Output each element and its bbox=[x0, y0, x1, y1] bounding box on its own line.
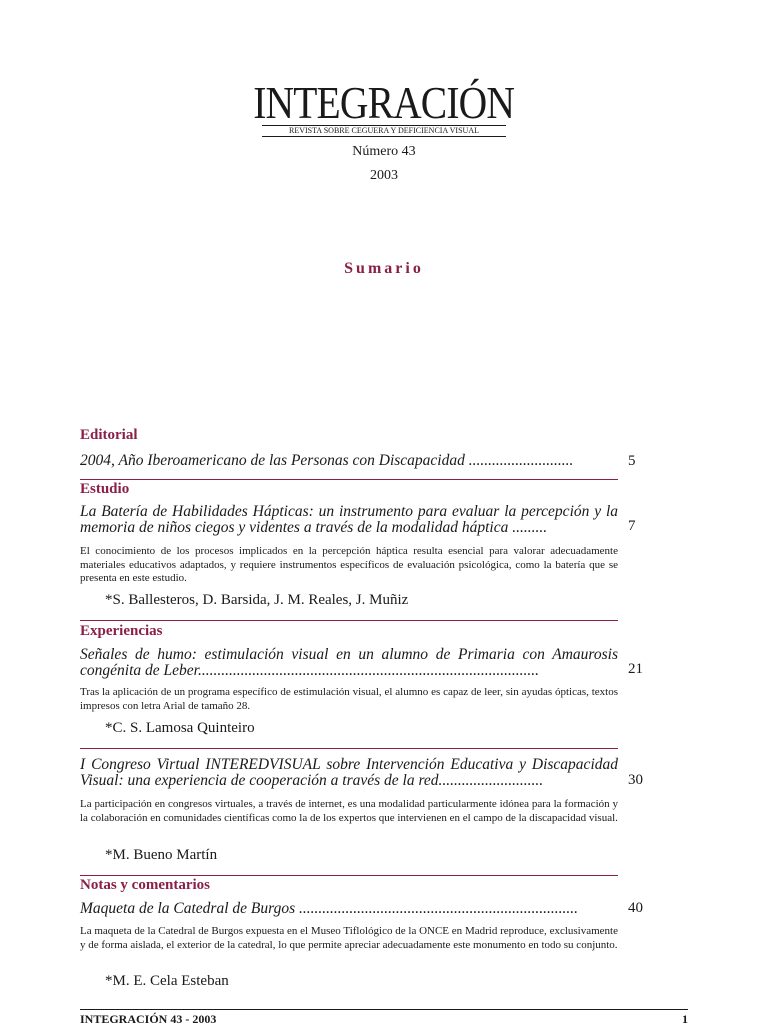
issue-number: Número 43 bbox=[352, 144, 416, 159]
masthead bbox=[0, 77, 768, 128]
article-title-experiencias-1[interactable]: Señales de humo: estimulación visual en un alumno de Primaria con Amaurosis congénita de Leber........................................................................................ bbox=[80, 646, 618, 679]
journal-title: INTEGRACIÓN bbox=[253, 77, 515, 128]
journal-subtitle: REVISTA SOBRE CEGUERA Y DEFICIENCIA VISUAL bbox=[262, 125, 506, 137]
section-divider bbox=[80, 748, 618, 749]
article-title-notas[interactable]: Maqueta de la Catedral de Burgos ........................................................................ bbox=[80, 900, 578, 917]
section-heading-experiencias: Experiencias bbox=[80, 623, 163, 639]
article-authors-notas: *M. E. Cela Esteban bbox=[105, 973, 229, 989]
article-summary-experiencias-2: La participación en congresos virtuales, a través de internet, es una modalidad particularmente idónea para la formación y la colaboración en comunidades científicas como la de los expertos que intervienen en el campo de la discapacidad visual. bbox=[80, 798, 618, 824]
page-number-editorial: 5 bbox=[628, 453, 636, 469]
article-title-experiencias-2[interactable]: I Congreso Virtual INTEREDVISUAL sobre Intervención Educativa y Discapacidad Visual: una experiencia de cooperación a través de la red........................... bbox=[80, 756, 618, 789]
contents-heading: Sumario bbox=[344, 260, 424, 277]
article-authors-experiencias-1: *C. S. Lamosa Quinteiro bbox=[105, 720, 255, 736]
article-summary-estudio: El conocimiento de los procesos implicados en la percepción háptica resulta esencial para valorar adecuadamente materiales educativos adaptados, y requiere instrumentos específicos de evaluación psicológica, como la batería que se presenta en este estudio. bbox=[80, 545, 618, 584]
article-title-estudio[interactable]: La Batería de Habilidades Hápticas: un instrumento para evaluar la percepción y la memoria de niños ciegos y videntes a través de la modalidad háptica ......... bbox=[80, 503, 618, 536]
section-divider bbox=[80, 875, 618, 876]
article-summary-notas: La maqueta de la Catedral de Burgos expuesta en el Museo Tiflológico de la ONCE en Madrid reproduce, exclusivamente y de forma aislada, el exterior de la catedral, lo que permite apreciar adecuadamente este monumento en todo su conjunto. bbox=[80, 925, 618, 951]
article-authors-estudio: *S. Ballesteros, D. Barsida, J. M. Reales, J. Muñiz bbox=[105, 592, 409, 608]
section-heading-estudio: Estudio bbox=[80, 481, 130, 497]
section-heading-notas: Notas y comentarios bbox=[80, 877, 210, 893]
page-number-estudio: 7 bbox=[628, 518, 636, 534]
section-divider bbox=[80, 479, 618, 480]
page-number-experiencias-1: 21 bbox=[628, 661, 643, 677]
page-number-notas: 40 bbox=[628, 900, 643, 916]
section-divider bbox=[80, 620, 618, 621]
footer-divider bbox=[80, 1009, 688, 1010]
article-title-editorial[interactable]: 2004, Año Iberoamericano de las Personas con Discapacidad ........................... bbox=[80, 452, 574, 469]
page-number-experiencias-2: 30 bbox=[628, 772, 643, 788]
footer-page-number: 1 bbox=[682, 1012, 688, 1026]
article-summary-experiencias-1: Tras la aplicación de un programa específico de estimulación visual, el alumno es capaz de leer, sin ayudas ópticas, textos impresos con letra Arial de tamaño 28. bbox=[80, 686, 618, 712]
footer-journal-issue: INTEGRACIÓN 43 - 2003 bbox=[80, 1012, 217, 1026]
section-heading-editorial: Editorial bbox=[80, 427, 138, 443]
issue-year: 2003 bbox=[370, 168, 398, 183]
article-authors-experiencias-2: *M. Bueno Martín bbox=[105, 847, 218, 863]
